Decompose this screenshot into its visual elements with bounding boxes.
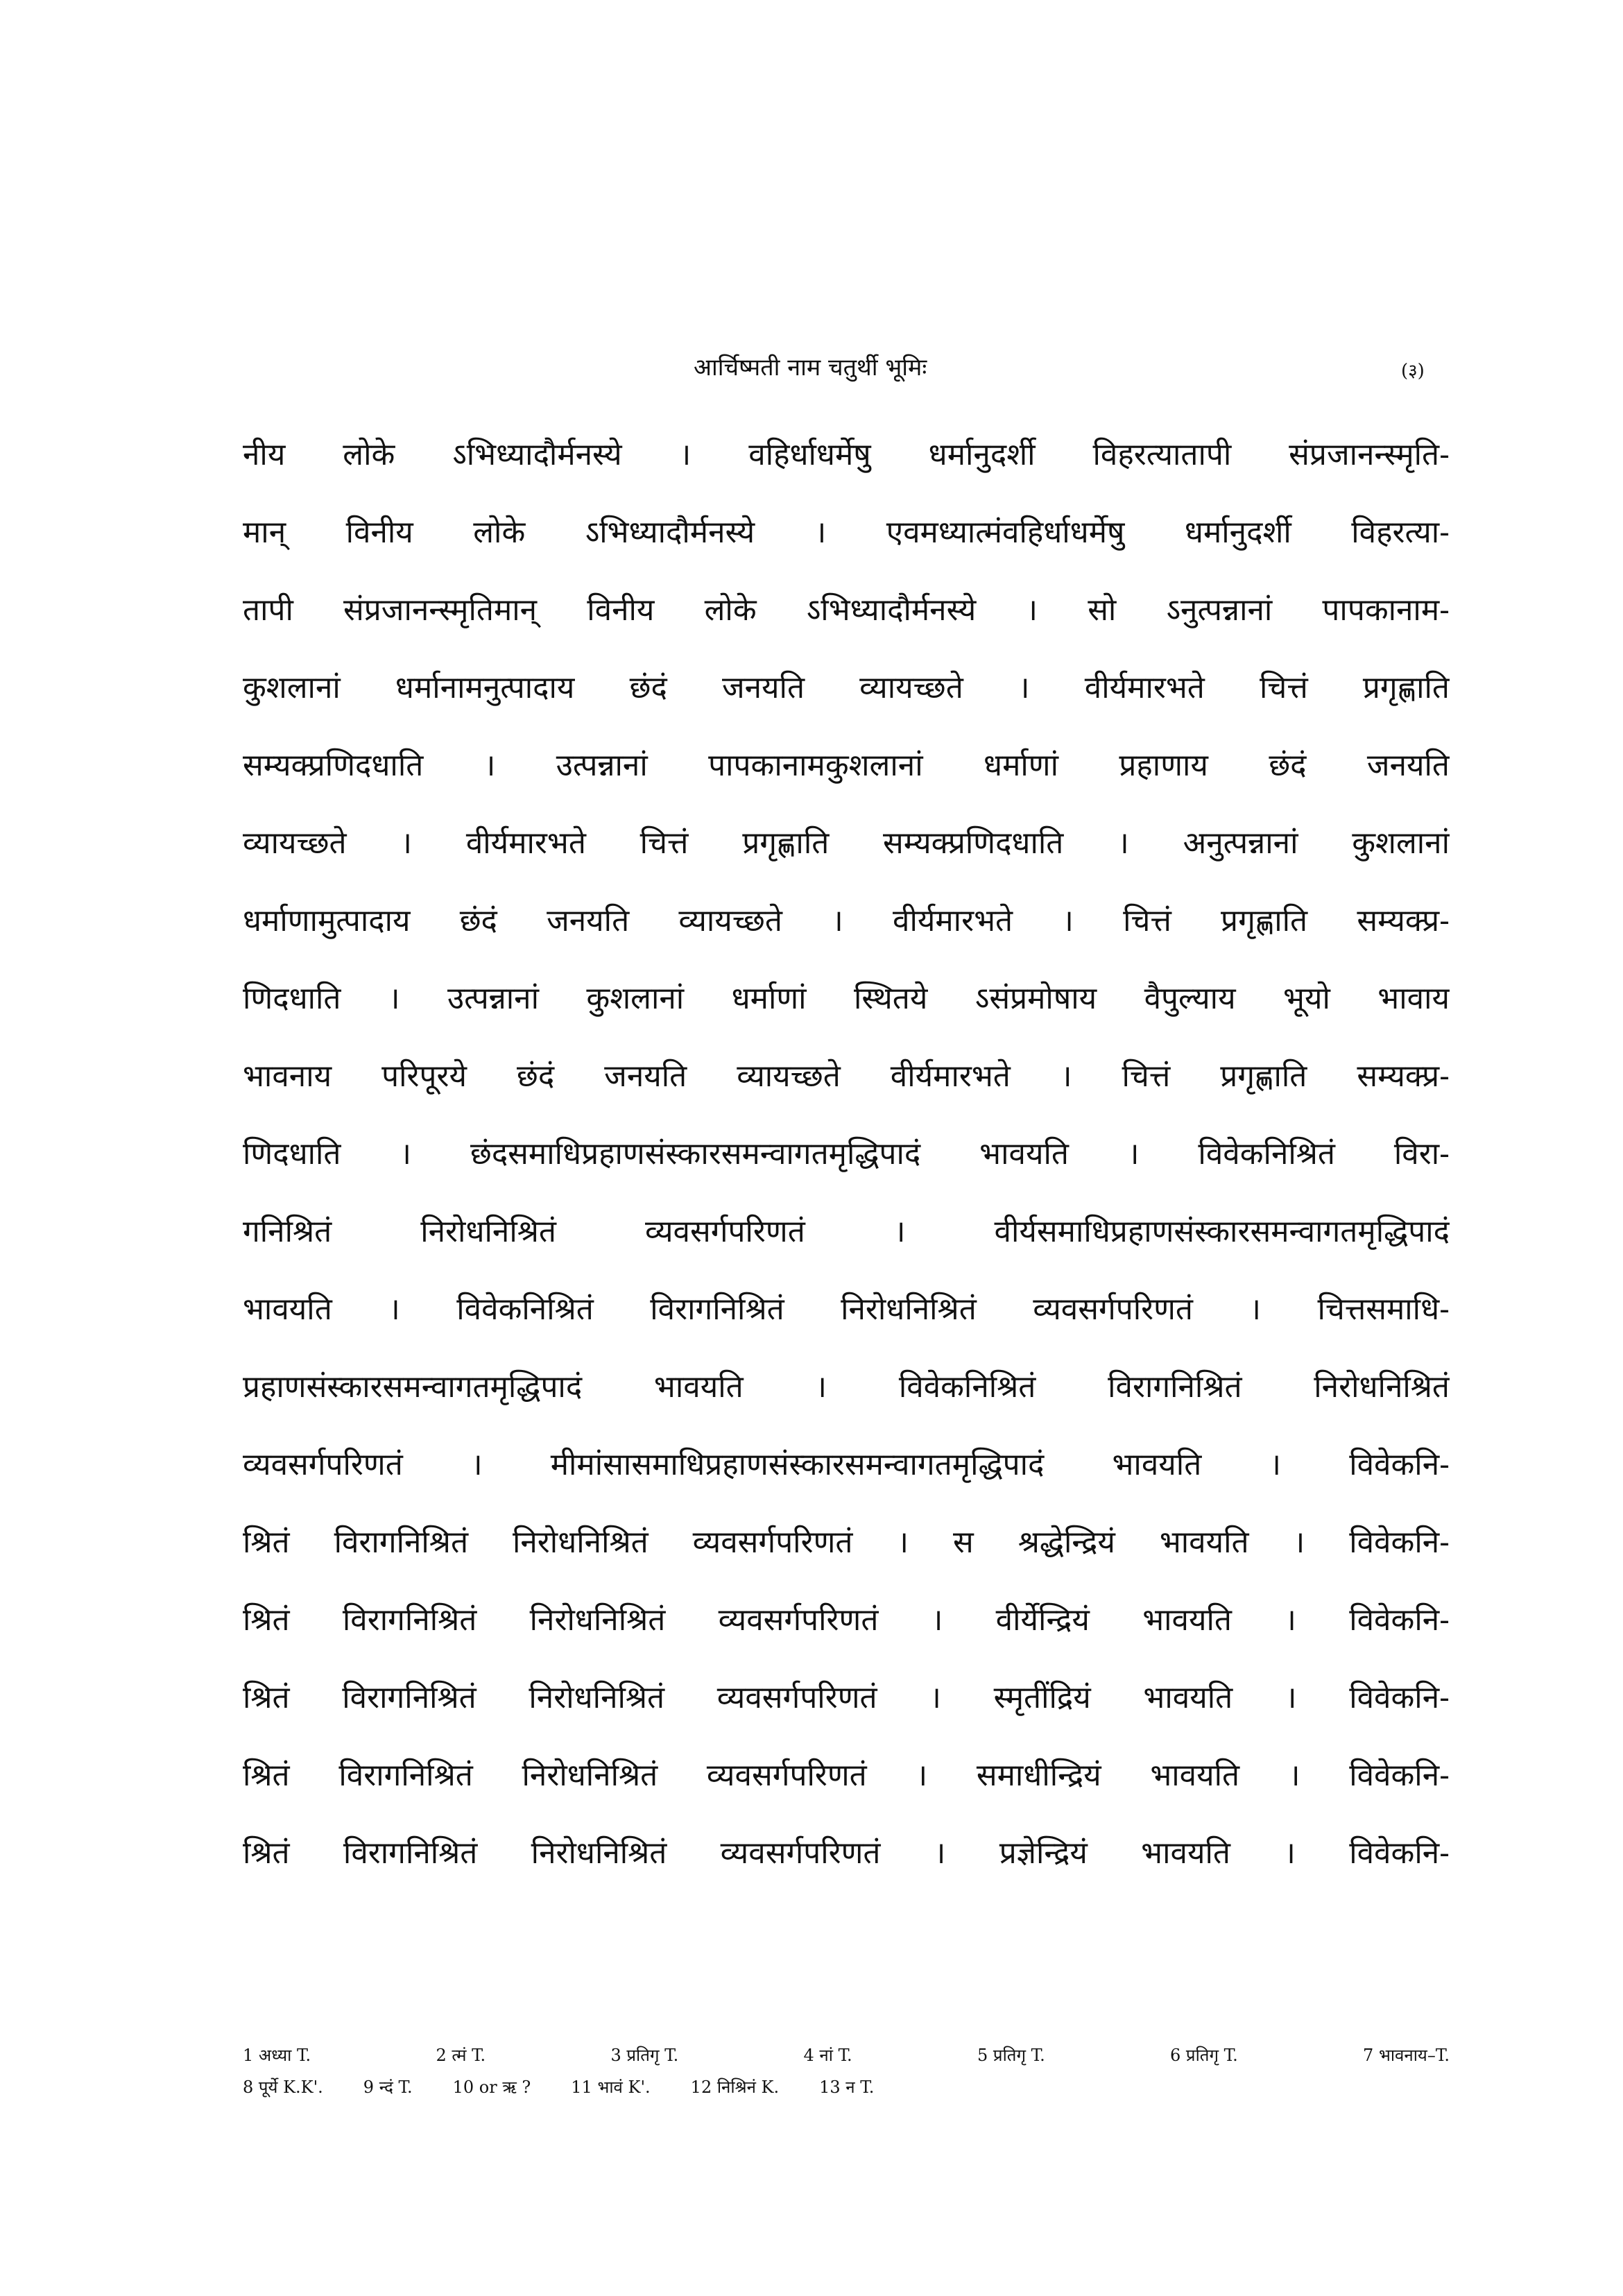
text-line: श्रितं विरागनिश्रितं निरोधनिश्रितं व्यवसर्गपरिणतं । वीर्येन्द्रियं भावयति । विवेकनि-	[243, 1602, 1450, 1638]
text-line: श्रितं विरागनिश्रितं निरोधनिश्रितं व्यवसर्गपरिणतं । स्मृतींद्रियं भावयति । विवेकनि-	[243, 1680, 1450, 1715]
footnotes	[243, 2039, 1450, 2103]
footnote-item: 6 प्रतिगृ T.	[1170, 2046, 1238, 2065]
text-line: कुशलानां धर्मानामनुत्पादाय छंदं जनयति व्यायच्छते । वीर्यमारभते चित्तं प्रगृह्णाति	[243, 670, 1450, 705]
footnote-item: 12 निश्रिनं K.	[690, 2077, 780, 2097]
text-line: प्रहाणसंस्कारसमन्वागतमृद्धिपादं भावयति । विवेकनिश्रितं विरागनिश्रितं निरोधनिश्रितं	[243, 1369, 1450, 1405]
text-line: व्यवसर्गपरिणतं । मीमांसासमाधिप्रहाणसंस्कारसमन्वागतमृद्धिपादं भावयति । विवेकनि-	[243, 1447, 1450, 1482]
text-line: श्रितं विरागनिश्रितं निरोधनिश्रितं व्यवसर्गपरिणतं । प्रज्ञेन्द्रियं भावयति । विवेकनि-	[243, 1835, 1450, 1871]
text-line: भावयति । विवेकनिश्रितं विरागनिश्रितं निरोधनिश्रितं व्यवसर्गपरिणतं । चित्तसमाधि-	[243, 1292, 1450, 1327]
body-text	[243, 416, 1450, 1892]
footnote-item: 13 न T.	[819, 2077, 875, 2097]
footnote-item: 9 न्दं T.	[363, 2077, 413, 2097]
footnote-item: 5 प्रतिगृ T.	[977, 2046, 1045, 2065]
running-title: आर्चिष्मती नाम चतुर्थी भूमिः	[694, 354, 927, 382]
page-number: (३)	[1401, 361, 1425, 382]
text-line: श्रितं विरागनिश्रितं निरोधनिश्रितं व्यवसर्गपरिणतं । समाधीन्द्रियं भावयति । विवेकनि-	[243, 1758, 1450, 1793]
text-line: णिदधाति । उत्पन्नानां कुशलानां धर्माणां स्थितये ऽसंप्रमोषाय वैपुल्याय भूयो भावाय	[243, 981, 1450, 1016]
text-line: धर्माणामुत्पादाय छंदं जनयति व्यायच्छते । वीर्यमारभते । चित्तं प्रगृह्णाति सम्यक्प्र-	[243, 903, 1450, 939]
text-line: तापी संप्रजानन्स्मृतिमान् विनीय लोके ऽभिध्यादौर्मनस्ये । सो ऽनुत्पन्नानां पापकानाम-	[243, 592, 1450, 628]
footnote-item: 2 त्मं T.	[436, 2046, 486, 2065]
text-line: सम्यक्प्रणिदधाति । उत्पन्नानां पापकानामकुशलानां धर्माणां प्रहाणाय छंदं जनयति	[243, 748, 1450, 783]
text-line: श्रितं विरागनिश्रितं निरोधनिश्रितं व्यवसर्गपरिणतं । स श्रद्धेन्द्रियं भावयति । विवेकनि-	[243, 1525, 1450, 1560]
footnote-row	[243, 2071, 1450, 2103]
footnote-row	[243, 2039, 1450, 2071]
footnote-item: 7 भावनाय–T.	[1363, 2046, 1450, 2065]
footnote-item: 3 प्रतिगृ T.	[610, 2046, 679, 2065]
running-header	[0, 347, 1623, 388]
footnote-item: 10 or ऋ ?	[452, 2077, 531, 2097]
text-line: णिदधाति । छंदसमाधिप्रहाणसंस्कारसमन्वागतमृद्धिपादं भावयति । विवेकनिश्रितं विरा-	[243, 1136, 1450, 1172]
text-line: व्यायच्छते । वीर्यमारभते चित्तं प्रगृह्णाति सम्यक्प्रणिदधाति । अनुत्पन्नानां कुशलानां	[243, 825, 1450, 861]
text-line: भावनाय परिपूरये छंदं जनयति व्यायच्छते वीर्यमारभते । चित्तं प्रगृह्णाति सम्यक्प्र-	[243, 1059, 1450, 1094]
text-line: मान् विनीय लोके ऽभिध्यादौर्मनस्ये । एवमध्यात्मंवहिर्धाधर्मेषु धर्मानुदर्शी विहरत्या-	[243, 515, 1450, 550]
footnote-item: 1 अध्या T.	[243, 2046, 311, 2065]
footnote-item: 4 नां T.	[803, 2046, 852, 2065]
text-line: गनिश्रितं निरोधनिश्रितं व्यवसर्गपरिणतं । वीर्यसमाधिप्रहाणसंस्कारसमन्वागतमृद्धिपादं	[243, 1214, 1450, 1249]
text-line: नीय लोके ऽभिध्यादौर्मनस्ये । वहिर्धाधर्मेषु धर्मानुदर्शी विहरत्यातापी संप्रजानन्स्मृति-	[243, 437, 1450, 472]
footnote-item: 8 पूर्ये K.K'.	[243, 2077, 323, 2097]
footnote-item: 11 भावं K'.	[571, 2077, 651, 2097]
